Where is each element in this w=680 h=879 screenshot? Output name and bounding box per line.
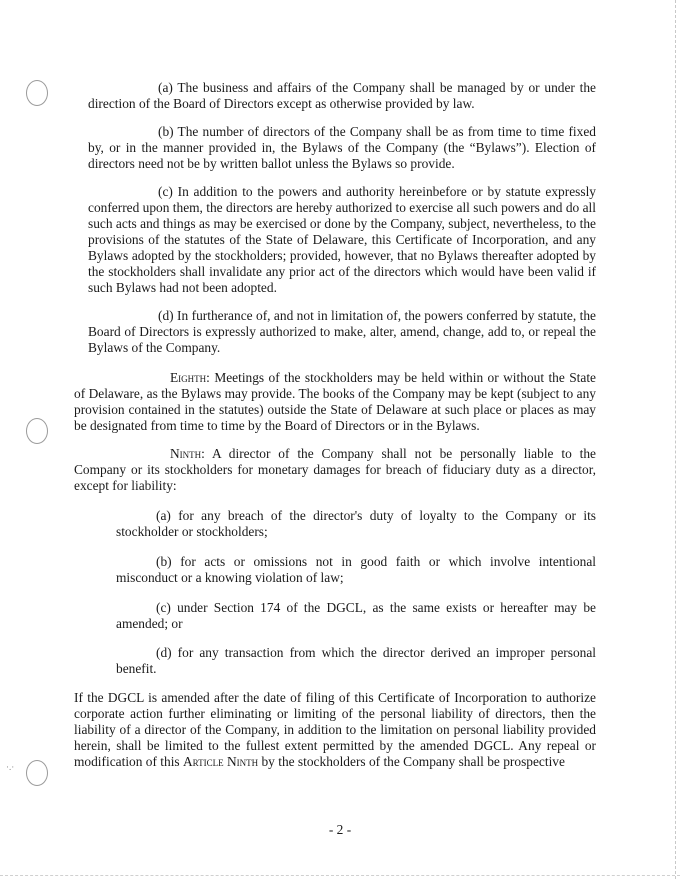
paragraph-d: (d) In furtherance of, and not in limitation of, the powers conferred by statute, the Board of Directors is expressly authorized to make, alter, amend, change, add to, or repeal the Bylaws of the Company.: [88, 308, 596, 355]
closing-text-2: by the stockholders of the Company shall be prospective: [261, 754, 565, 769]
article-ninth: [74, 446, 596, 494]
scan-edge-bottom: [0, 875, 680, 876]
article-eighth-heading: Eighth:: [170, 370, 210, 385]
punch-hole: [26, 418, 48, 444]
closing-text-1: If the DGCL is amended after the date of filing of this Certificate of Incorporation to authorize corporate action further eliminating or limiting of the personal liability of directors, then the liability of a director of the Company, in addition to the limitation on personal liability provided herein, shall be limited to the fullest extent permitted by the amended DGCL. Any repeal or modification of this: [74, 690, 596, 769]
scan-speck: ·.·: [6, 762, 15, 772]
paragraph-c: (c) In addition to the powers and authority hereinbefore or by statute expressly conferred upon them, the directors are hereby authorized to exercise all such powers and do all such acts and things as may be exercised or done by the Company, subject, nevertheless, to the provisions of the statutes of the State of Delaware, this Certificate of Incorporation, and any Bylaws adopted by the stockholders; provided, however, that no Bylaws thereafter adopted by the stockholders shall invalidate any prior act of the directors which would have been valid if such Bylaws had not been adopted.: [88, 184, 596, 295]
page-number: - 2 -: [328, 822, 352, 837]
article-eighth: [74, 370, 596, 434]
ninth-item-c: (c) under Section 174 of the DGCL, as the same exists or hereafter may be amended; or: [116, 600, 596, 631]
closing-article-ref: Article Ninth: [182, 754, 259, 769]
paragraph-b: (b) The number of directors of the Company shall be as from time to time fixed by, or in the manner provided in, the Bylaws of the Company (the “Bylaws”). Election of directors need not be by written ballot unless the Bylaws so provide.: [88, 124, 596, 171]
ninth-item-a: (a) for any breach of the director's duty of loyalty to the Company or its stockholder or stockholders;: [116, 508, 596, 539]
ninth-item-d: (d) for any transaction from which the director derived an improper personal benefit.: [116, 645, 596, 676]
article-ninth-body: A director of the Company shall not be personally liable to the Company or its stockholders for monetary damages for breach of fiduciary duty as a director, except for liability:: [74, 446, 596, 493]
paragraph-a: (a) The business and affairs of the Company shall be managed by or under the direction of the Board of Directors except as otherwise provided by law.: [88, 80, 596, 111]
ninth-item-b: (b) for acts or omissions not in good faith or which involve intentional misconduct or a knowing violation of law;: [116, 554, 596, 585]
punch-hole: [26, 760, 48, 786]
scan-edge: [675, 0, 676, 879]
punch-hole: [26, 80, 48, 106]
closing-paragraph: [74, 690, 596, 770]
article-eighth-body: Meetings of the stockholders may be held within or without the State of Delaware, as the Bylaws may provide. The books of the Company may be kept (subject to any provision contained in the statutes) outside the State of Delaware at such place or places as may be designated from time to time by the Board of Directors or in the Bylaws.: [74, 370, 596, 433]
article-ninth-heading: Ninth:: [170, 446, 205, 461]
